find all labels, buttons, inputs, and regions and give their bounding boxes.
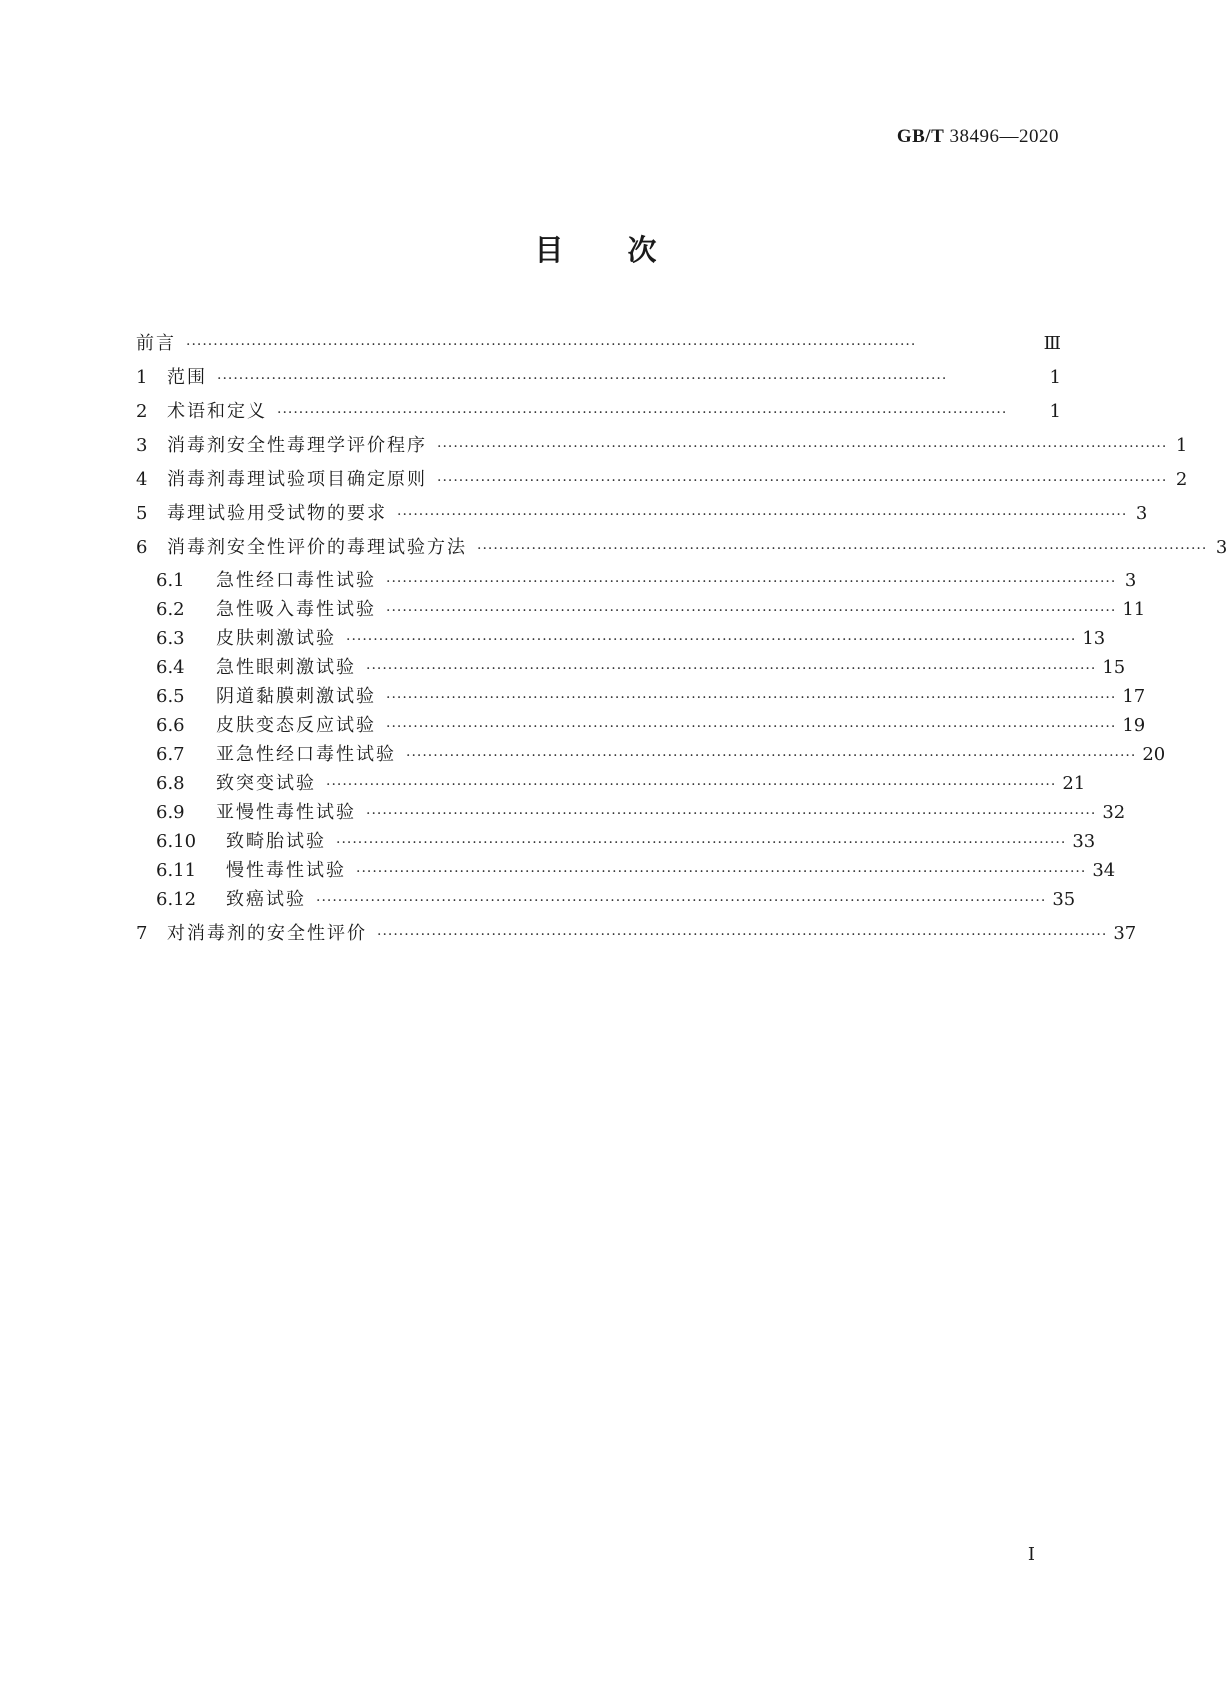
toc-entry[interactable] — [136, 364, 1061, 392]
toc-entry[interactable] — [136, 398, 1061, 426]
toc-entry-number: 6.5 — [156, 686, 185, 707]
toc-entry-number: 6.11 — [156, 860, 197, 881]
toc-entry-page: 35 — [1052, 889, 1076, 910]
toc-entry[interactable] — [136, 432, 1188, 460]
toc-entry-number: 2 — [136, 401, 148, 422]
dot-leader: ······································································································································ — [406, 748, 1137, 764]
toc-entry-number: 3 — [136, 435, 148, 456]
toc-entry-number: 6.2 — [156, 599, 185, 620]
dot-leader: ······································································································································ — [186, 337, 917, 353]
toc-entry[interactable] — [136, 828, 1096, 856]
toc-entry-label: 阴道黏膜刺激试验 — [216, 686, 376, 707]
toc-entry-page: 1 — [1049, 367, 1061, 388]
toc-entry-number: 6.4 — [156, 657, 185, 678]
toc-entry[interactable] — [136, 712, 1146, 740]
dot-leader: ······································································································································ — [336, 835, 1067, 851]
toc-entry-label: 消毒剂毒理试验项目确定原则 — [167, 469, 427, 490]
toc-entry-label: 亚急性经口毒性试验 — [216, 744, 396, 765]
dot-leader: ······································································································································ — [386, 574, 1117, 590]
dot-leader: ······································································································································ — [437, 439, 1168, 455]
toc-entry-label: 致突变试验 — [216, 773, 316, 794]
toc-entry-label: 急性眼刺激试验 — [216, 657, 356, 678]
dot-leader: ······································································································································ — [386, 603, 1117, 619]
toc-entry[interactable] — [136, 330, 1061, 358]
toc-entry-label: 前言 — [136, 333, 176, 354]
standard-code — [897, 126, 1059, 148]
toc-entry-number: 6.6 — [156, 715, 185, 736]
toc-entry[interactable] — [136, 466, 1188, 494]
toc-entry[interactable] — [136, 799, 1126, 827]
toc-entry-page: 3 — [1135, 503, 1148, 524]
toc-entry[interactable] — [136, 857, 1116, 885]
toc-entry-page: 3 — [1215, 537, 1227, 558]
toc-entry[interactable] — [136, 886, 1076, 914]
dot-leader: ······································································································································ — [217, 371, 948, 387]
toc-entry-number: 5 — [136, 503, 148, 524]
toc-entry-label: 急性吸入毒性试验 — [216, 599, 376, 620]
title-char-2: 次 — [627, 233, 657, 267]
toc-entry[interactable] — [136, 770, 1086, 798]
toc-entry-label: 皮肤刺激试验 — [216, 628, 336, 649]
toc-entry[interactable] — [136, 500, 1148, 528]
toc-entry-page: 33 — [1072, 831, 1096, 852]
toc-entry-page: 1 — [1175, 435, 1188, 456]
standard-number: 38496—2020 — [949, 126, 1059, 147]
toc-entry[interactable] — [136, 596, 1146, 624]
dot-leader: ······································································································································ — [366, 806, 1097, 822]
toc-entry-label: 致畸胎试验 — [226, 831, 326, 852]
toc-entry-label: 急性经口毒性试验 — [216, 570, 376, 591]
toc-entry-page: 2 — [1175, 469, 1188, 490]
dot-leader: ······································································································································ — [397, 507, 1128, 523]
toc-entry[interactable] — [136, 920, 1137, 948]
toc-entry[interactable] — [136, 741, 1166, 769]
toc-entry[interactable] — [136, 567, 1137, 595]
dot-leader: ······································································································································ — [356, 864, 1087, 880]
toc-entry-page: 17 — [1122, 686, 1146, 707]
dot-leader: ······································································································································ — [346, 632, 1077, 648]
toc-entry-page: 19 — [1122, 715, 1146, 736]
dot-leader: ······································································································································ — [316, 893, 1047, 909]
title-char-1: 目 — [534, 233, 564, 267]
toc-entry-number: 4 — [136, 469, 148, 490]
toc-entry[interactable] — [136, 534, 1227, 562]
dot-leader: ······································································································································ — [477, 541, 1208, 557]
toc-entry-number: 7 — [136, 923, 148, 944]
toc-entry-page: 32 — [1102, 802, 1126, 823]
dot-leader: ······································································································································ — [386, 690, 1117, 706]
toc-entry-page: 21 — [1062, 773, 1086, 794]
toc-entry-label: 对消毒剂的安全性评价 — [167, 923, 367, 944]
page-number: I — [1027, 1544, 1035, 1565]
toc-entry-label: 皮肤变态反应试验 — [216, 715, 376, 736]
toc-entry-page: 3 — [1124, 570, 1137, 591]
toc-entry-page: 34 — [1092, 860, 1116, 881]
toc-entry-label: 致癌试验 — [226, 889, 306, 910]
dot-leader: ······································································································································ — [326, 777, 1057, 793]
toc-entry-label: 慢性毒性试验 — [226, 860, 346, 881]
toc-entry-number: 6 — [136, 537, 148, 558]
dot-leader: ······································································································································ — [386, 719, 1117, 735]
toc-entry-label: 消毒剂安全性毒理学评价程序 — [167, 435, 427, 456]
toc-entry-page: Ⅲ — [1043, 333, 1061, 354]
page-title — [0, 228, 1191, 269]
toc-entry[interactable] — [136, 683, 1146, 711]
toc-entry-label: 范围 — [167, 367, 207, 388]
toc-entry-label: 术语和定义 — [167, 401, 267, 422]
dot-leader: ······································································································································ — [437, 473, 1168, 489]
toc-entry-page: 13 — [1082, 628, 1106, 649]
toc-entry-page: 37 — [1113, 923, 1137, 944]
toc-entry-number: 6.3 — [156, 628, 185, 649]
toc-entry-number: 6.9 — [156, 802, 185, 823]
toc-entry-number: 1 — [136, 367, 148, 388]
toc-entry-number: 6.8 — [156, 773, 185, 794]
toc-entry-number: 6.10 — [156, 831, 197, 852]
dot-leader: ······································································································································ — [277, 405, 1008, 421]
toc-entry-label: 毒理试验用受试物的要求 — [167, 503, 387, 524]
toc-entry-page: 1 — [1049, 401, 1061, 422]
dot-leader: ······································································································································ — [377, 927, 1108, 943]
toc-entry[interactable] — [136, 654, 1126, 682]
toc-entry-label: 消毒剂安全性评价的毒理试验方法 — [167, 537, 467, 558]
standard-prefix: GB/T — [896, 126, 945, 147]
toc-entry-number: 6.1 — [156, 570, 185, 591]
toc-entry-number: 6.7 — [156, 744, 185, 765]
toc-entry-label: 亚慢性毒性试验 — [216, 802, 356, 823]
toc-entry-page: 11 — [1122, 599, 1146, 620]
toc-entry-page: 20 — [1142, 744, 1166, 765]
dot-leader: ······································································································································ — [366, 661, 1097, 677]
toc-entry[interactable] — [136, 625, 1106, 653]
toc-entry-page: 15 — [1102, 657, 1126, 678]
toc-entry-number: 6.12 — [156, 889, 197, 910]
